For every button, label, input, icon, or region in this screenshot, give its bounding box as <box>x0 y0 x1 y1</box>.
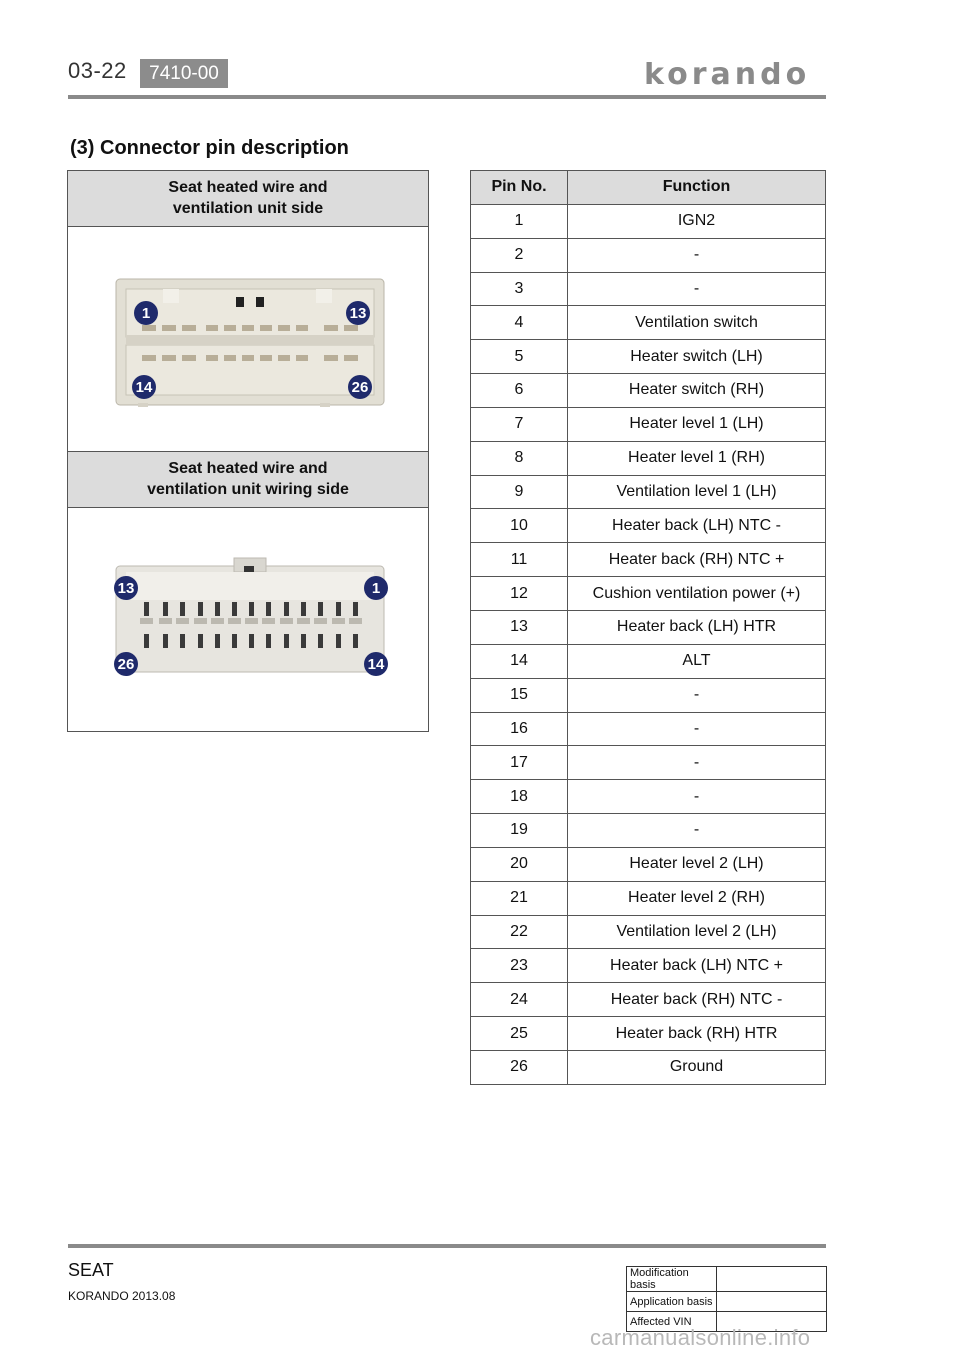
footer-rule <box>68 1244 826 1248</box>
view1-title-line1: Seat heated wire and <box>168 179 328 196</box>
pin-number-cell: 6 <box>471 374 568 408</box>
table-row <box>471 678 826 712</box>
connector-wiring-side-image <box>68 508 428 733</box>
view2-label-bottom-right: 14 <box>367 656 385 673</box>
pin-function-cell: Heater switch (LH) <box>568 340 826 374</box>
pin-function-cell: - <box>568 780 826 814</box>
table-row <box>627 1267 827 1292</box>
pin-number-cell: 21 <box>471 881 568 915</box>
pin-function-cell: - <box>568 678 826 712</box>
pin-number-cell: 22 <box>471 915 568 949</box>
table-row <box>471 543 826 577</box>
view2-title-line2: ventilation unit wiring side <box>147 481 349 498</box>
view1-label-top-left: 1 <box>141 305 151 322</box>
pin-function-cell: Cushion ventilation power (+) <box>568 577 826 611</box>
table-row <box>471 610 826 644</box>
pin-number-cell: 17 <box>471 746 568 780</box>
korando-logo <box>644 62 828 88</box>
view1-label-top-right: 13 <box>349 305 367 322</box>
modification-table <box>626 1266 827 1332</box>
application-basis-value <box>717 1292 827 1312</box>
connector-views-panel <box>67 170 429 732</box>
pin-function-cell: Ventilation switch <box>568 306 826 340</box>
pin-number-cell: 2 <box>471 238 568 272</box>
footer-section-name: SEAT <box>68 1260 114 1280</box>
table-row <box>471 238 826 272</box>
pin-number-cell: 3 <box>471 272 568 306</box>
pin-number-cell: 24 <box>471 983 568 1017</box>
pin-function-cell: Ventilation level 2 (LH) <box>568 915 826 949</box>
pin-number-cell: 15 <box>471 678 568 712</box>
pin-number-cell: 13 <box>471 610 568 644</box>
view1-title-line2: ventilation unit side <box>172 200 324 217</box>
pin-function-cell: Ventilation level 1 (LH) <box>568 475 826 509</box>
table-row <box>471 374 826 408</box>
pin-number-cell: 25 <box>471 1017 568 1051</box>
pin-function-cell: IGN2 <box>568 204 826 238</box>
pin-number-cell: 26 <box>471 1050 568 1084</box>
brand-text: korando <box>644 62 811 88</box>
view1-header <box>68 171 428 227</box>
application-basis-label: Application basis <box>627 1292 717 1312</box>
table-row <box>471 814 826 848</box>
view2-header <box>68 452 428 508</box>
table-row <box>471 1017 826 1051</box>
pin-number-cell: 16 <box>471 712 568 746</box>
pin-function-cell: Heater back (RH) NTC - <box>568 983 826 1017</box>
watermark: carmanualsonline.info <box>590 1325 811 1350</box>
section-code-badge: 7410-00 <box>140 59 228 88</box>
table-header-row <box>471 171 826 205</box>
view1-label-bottom-left: 14 <box>135 379 153 396</box>
pin-function-cell: Heater back (RH) NTC + <box>568 543 826 577</box>
pin-number-cell: 12 <box>471 577 568 611</box>
header-rule <box>68 95 826 99</box>
table-row <box>471 847 826 881</box>
modification-basis-value <box>717 1267 827 1292</box>
view2-label-bottom-left: 26 <box>117 656 135 673</box>
pin-function-cell: - <box>568 814 826 848</box>
pin-function-cell: Heater back (LH) HTR <box>568 610 826 644</box>
view2-image-cell <box>68 508 428 733</box>
pin-function-cell: ALT <box>568 644 826 678</box>
table-row <box>471 780 826 814</box>
view1-label-bottom-right: 26 <box>351 379 369 396</box>
table-row <box>471 949 826 983</box>
pin-function-cell: Heater back (LH) NTC + <box>568 949 826 983</box>
view1-image-cell <box>68 227 428 452</box>
section-title: (3) Connector pin description <box>70 137 349 159</box>
pin-number-cell: 9 <box>471 475 568 509</box>
table-row <box>471 509 826 543</box>
pin-function-cell: - <box>568 712 826 746</box>
pin-number-cell: 11 <box>471 543 568 577</box>
page-number: 03-22 <box>68 58 127 83</box>
table-row <box>471 881 826 915</box>
pin-number-cell: 23 <box>471 949 568 983</box>
pin-function-cell: - <box>568 746 826 780</box>
pin-function-cell: Heater level 1 (RH) <box>568 441 826 475</box>
table-row <box>471 306 826 340</box>
connector-unit-side-image <box>68 227 428 452</box>
table-row <box>471 407 826 441</box>
pin-function-cell: Heater level 2 (RH) <box>568 881 826 915</box>
view2-title-line1: Seat heated wire and <box>168 460 328 477</box>
pin-number-cell: 20 <box>471 847 568 881</box>
pin-number-cell: 19 <box>471 814 568 848</box>
table-row <box>471 1050 826 1084</box>
table-row <box>471 441 826 475</box>
pin-function-cell: Heater switch (RH) <box>568 374 826 408</box>
table-row <box>471 983 826 1017</box>
pin-number-cell: 18 <box>471 780 568 814</box>
pin-number-cell: 8 <box>471 441 568 475</box>
pin-function-cell: Heater back (RH) HTR <box>568 1017 826 1051</box>
pin-table-body <box>471 204 826 1084</box>
modification-basis-label: Modification basis <box>627 1267 717 1292</box>
pin-number-cell: 14 <box>471 644 568 678</box>
pin-function-cell: Heater back (LH) NTC - <box>568 509 826 543</box>
pin-number-cell: 4 <box>471 306 568 340</box>
pin-number-cell: 5 <box>471 340 568 374</box>
pin-number-cell: 10 <box>471 509 568 543</box>
pin-function-table <box>470 170 826 1085</box>
function-column-header: Function <box>568 171 826 205</box>
affected-vin-label: Affected VIN <box>627 1312 717 1332</box>
view2-label-top-right: 1 <box>371 580 381 597</box>
table-row <box>471 272 826 306</box>
table-row <box>471 712 826 746</box>
pin-function-cell: Heater level 2 (LH) <box>568 847 826 881</box>
pin-function-cell: Heater level 1 (LH) <box>568 407 826 441</box>
table-row <box>471 577 826 611</box>
table-row <box>471 340 826 374</box>
table-row <box>471 475 826 509</box>
pin-function-cell: - <box>568 238 826 272</box>
view2-label-top-left: 13 <box>117 580 135 597</box>
table-row <box>471 746 826 780</box>
pin-number-cell: 7 <box>471 407 568 441</box>
table-row <box>471 204 826 238</box>
footer-model: KORANDO 2013.08 <box>68 1289 176 1303</box>
pin-number-cell: 1 <box>471 204 568 238</box>
pin-column-header: Pin No. <box>471 171 568 205</box>
table-row <box>627 1292 827 1312</box>
table-row <box>471 915 826 949</box>
table-row <box>471 644 826 678</box>
pin-function-cell: - <box>568 272 826 306</box>
pin-function-cell: Ground <box>568 1050 826 1084</box>
